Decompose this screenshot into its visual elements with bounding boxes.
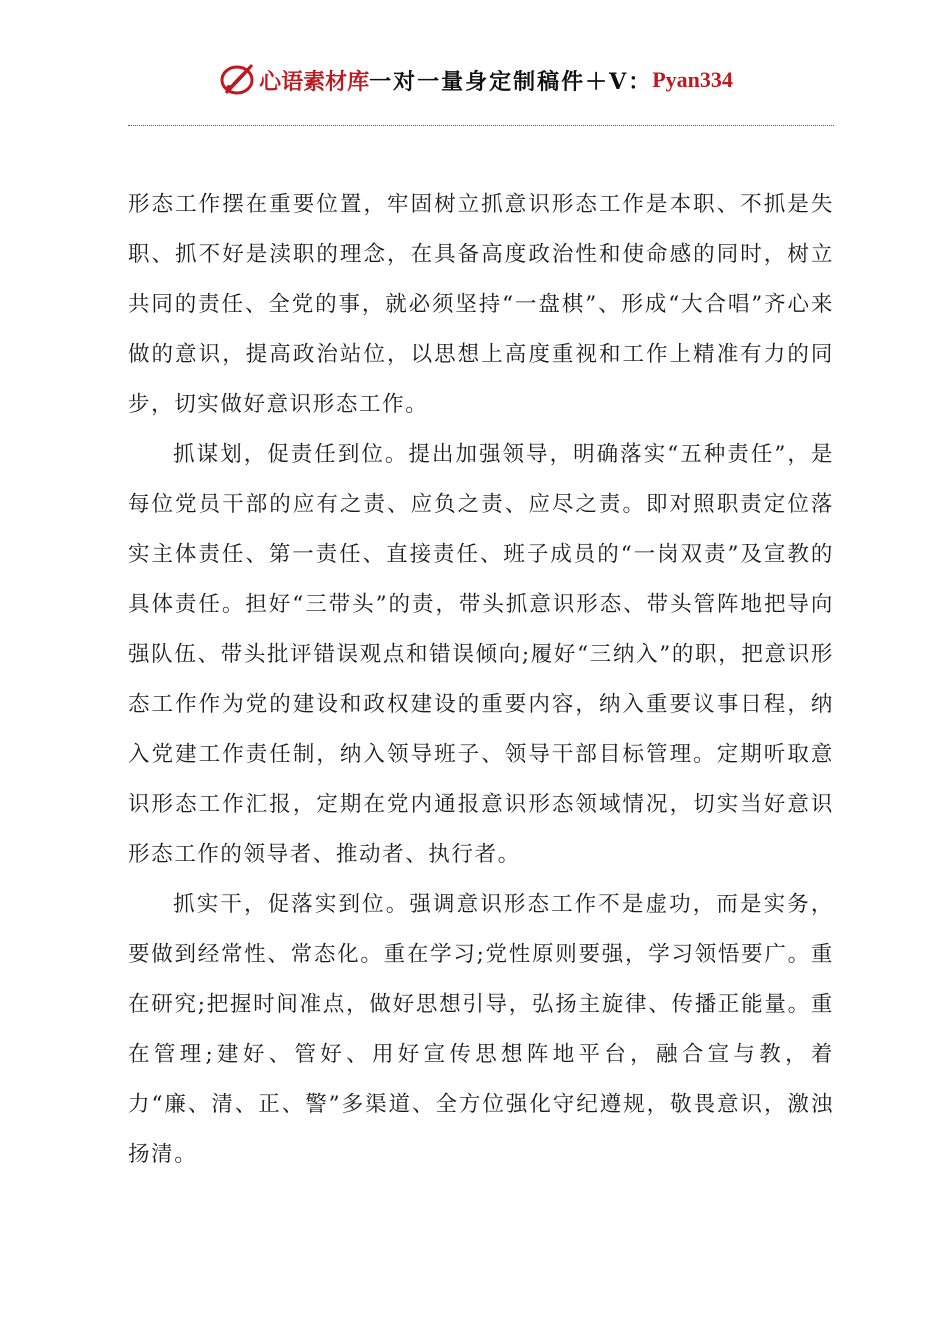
paragraph-3: 抓实干，促落实到位。强调意识形态工作不是虚功，而是实务，要做到经常性、常态化。重在学习;党性原则要强，学习领悟要广。重在研究;把握时间准点，做好思想引导，弘扬主旋律、传播正能量。重在管理;建好、管好、用好宣传思想阵地平台，融合宣与教，着力“廉、清、正、警”多渠道、全方位强化守纪遵规，敬畏意识，激浊扬清。 <box>128 892 834 1167</box>
header-slogan: 一对一量身定制稿件＋V： <box>369 68 653 95</box>
brush-logo-icon <box>217 58 257 98</box>
paragraph-2: 抓谋划，促责任到位。提出加强领导，明确落实“五种责任”，是每位党员干部的应有之责、应负之责、应尽之责。即对照职责定位落实主体责任、第一责任、直接责任、班子成员的“一岗双责”及宣教的具体责任。担好“三带头”的责，带头抓意识形态、带头管阵地把导向强队伍、带头批评错误观点和错误倾向;履好“三纳入”的职，把意识形态工作作为党的建设和政权建设的重要内容，纳入重要议事日程，纳入党建工作责任制，纳入领导班子、领导干部目标管理。定期听取意识形态工作汇报，定期在党内通报意识形态领域情况，切实当好意识形态工作的领导者、推动者、执行者。 <box>128 442 834 867</box>
paragraph-1: 形态工作摆在重要位置，牢固树立抓意识形态工作是本职、不抓是失职、抓不好是渎职的理念，在具备高度政治性和使命感的同时，树立共同的责任、全党的事，就必须坚持“一盘棋”、形成“大合唱”齐心来做的意识，提高政治站位，以思想上高度重视和工作上精准有力的同步，切实做好意识形态工作。 <box>128 192 834 417</box>
contact-id: Pyan334 <box>652 67 733 92</box>
page-header <box>0 58 950 102</box>
header-divider <box>128 125 834 126</box>
document-body <box>128 180 834 1180</box>
brand-name: 心语素材库 <box>259 68 370 95</box>
